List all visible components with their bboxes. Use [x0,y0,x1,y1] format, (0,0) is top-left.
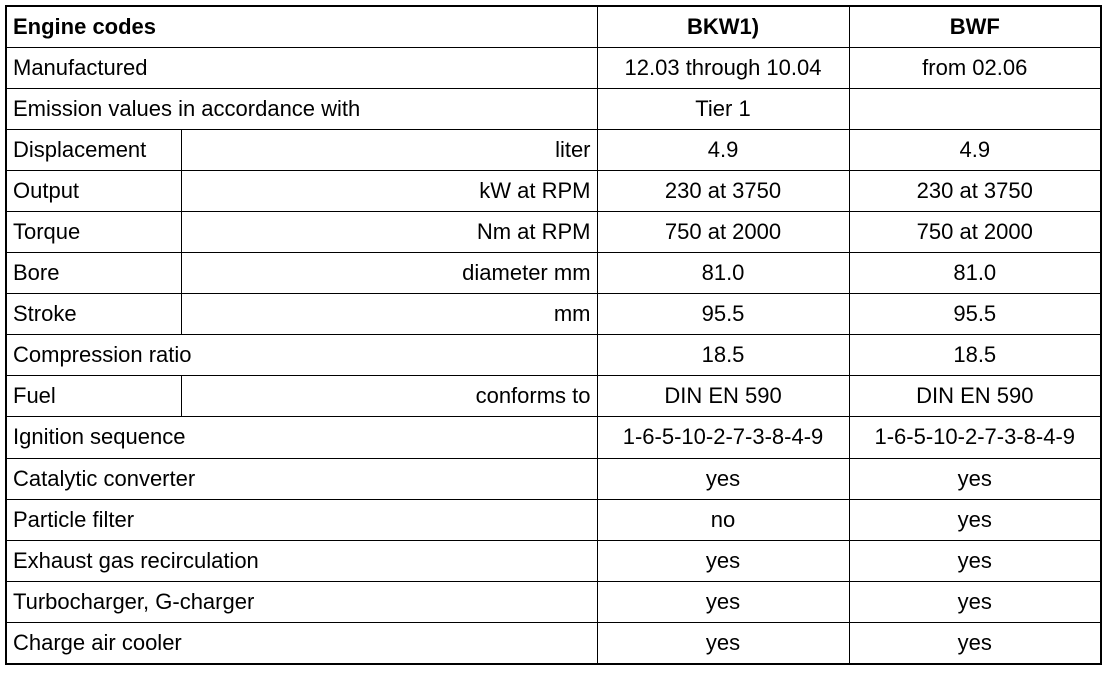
row-label: Compression ratio [6,335,597,376]
row-label: Bore [6,253,181,294]
table-row-output [6,170,1101,211]
row-value-bwf: DIN EN 590 [849,376,1101,417]
row-label: Charge air cooler [6,622,597,663]
row-value-bwf: from 02.06 [849,47,1101,88]
row-value-bkw: 12.03 through 10.04 [597,47,849,88]
row-value-bkw: yes [597,622,849,663]
row-unit: kW at RPM [181,170,597,211]
row-label: Manufactured [6,47,597,88]
row-label: Displacement [6,129,181,170]
row-label: Ignition sequence [6,417,597,458]
row-label: Catalytic converter [6,458,597,499]
table-row-particle [6,499,1101,540]
row-value-bwf: yes [849,622,1101,663]
row-value-bwf: yes [849,458,1101,499]
row-label: Output [6,170,181,211]
row-value-bwf [849,88,1101,129]
row-value-bwf: 230 at 3750 [849,170,1101,211]
engine-spec-table [5,5,1102,665]
row-value-bwf: 750 at 2000 [849,211,1101,252]
row-value-bkw: 18.5 [597,335,849,376]
table-row-ignition [6,417,1101,458]
table-row-displacement [6,129,1101,170]
row-value-bkw: 95.5 [597,294,849,335]
row-value-bwf: yes [849,540,1101,581]
row-label: Fuel [6,376,181,417]
table-row-compression [6,335,1101,376]
table-row-charge-air [6,622,1101,663]
table-row-emission [6,88,1101,129]
row-unit: conforms to [181,376,597,417]
row-label: Turbocharger, G-charger [6,581,597,622]
row-unit: liter [181,129,597,170]
table-row-egr [6,540,1101,581]
row-value-bwf: 18.5 [849,335,1101,376]
row-label: Emission values in accordance with [6,88,597,129]
row-value-bkw: 1-6-5-10-2-7-3-8-4-9 [597,417,849,458]
row-value-bkw: yes [597,458,849,499]
row-label: Stroke [6,294,181,335]
row-value-bwf: yes [849,499,1101,540]
row-label: Particle filter [6,499,597,540]
table-row-fuel [6,376,1101,417]
row-label: Exhaust gas recirculation [6,540,597,581]
row-value-bwf: 4.9 [849,129,1101,170]
row-value-bwf: 95.5 [849,294,1101,335]
table-header-row [6,6,1101,47]
row-value-bkw: DIN EN 590 [597,376,849,417]
row-value-bkw: 81.0 [597,253,849,294]
header-engine-codes: Engine codes [6,6,597,47]
row-value-bkw: 750 at 2000 [597,211,849,252]
table-row-catalytic [6,458,1101,499]
table-row-stroke [6,294,1101,335]
row-value-bkw: 4.9 [597,129,849,170]
row-value-bwf: 1-6-5-10-2-7-3-8-4-9 [849,417,1101,458]
row-value-bwf: yes [849,581,1101,622]
row-value-bkw: 230 at 3750 [597,170,849,211]
header-col-bwf: BWF [849,6,1101,47]
row-unit: Nm at RPM [181,211,597,252]
table-row-bore [6,253,1101,294]
row-unit: diameter mm [181,253,597,294]
row-label: Torque [6,211,181,252]
row-value-bkw: yes [597,581,849,622]
row-value-bkw: Tier 1 [597,88,849,129]
header-col-bkw: BKW1) [597,6,849,47]
table-row-torque [6,211,1101,252]
table-row-turbo [6,581,1101,622]
table-row-manufactured [6,47,1101,88]
row-value-bkw: no [597,499,849,540]
row-value-bkw: yes [597,540,849,581]
row-unit: mm [181,294,597,335]
row-value-bwf: 81.0 [849,253,1101,294]
